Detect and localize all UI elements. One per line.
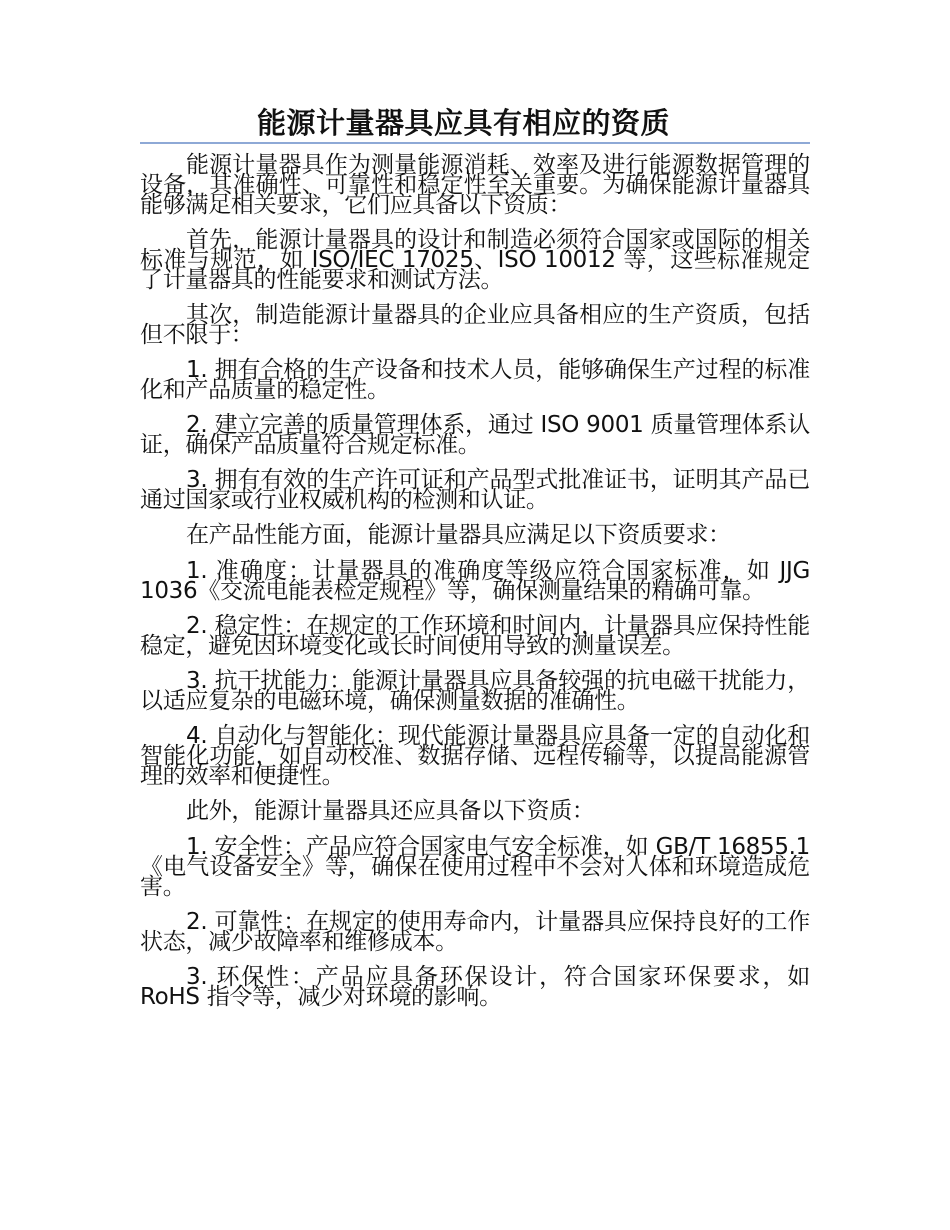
page-title: 能源计量器具应具有相应的资质 (257, 106, 671, 140)
performance-item-3: 3. 抗干扰能力：能源计量器具应具备较强的抗电磁干扰能力，以适应复杂的电磁环境，确保测量数据的准确性。 (140, 668, 810, 714)
production-qualification-paragraph: 其次，制造能源计量器具的企业应具备相应的生产资质，包括但不限于： (140, 302, 810, 348)
title-block (140, 104, 810, 144)
additional-item-3: 3. 环保性：产品应具备环保设计，符合国家环保要求，如 RoHS 指令等，减少对环境的影响。 (140, 964, 810, 1010)
production-item-3: 3. 拥有有效的生产许可证和产品型式批准证书，证明其产品已通过国家或行业权威机构的检测和认证。 (140, 467, 810, 513)
document-body (140, 152, 810, 1022)
performance-item-1: 1. 准确度：计量器具的准确度等级应符合国家标准，如 JJG 1036《交流电能表检定规程》等，确保测量结果的精确可靠。 (140, 558, 810, 604)
performance-intro: 在产品性能方面，能源计量器具应满足以下资质要求： (186, 522, 731, 548)
additional-item-2: 2. 可靠性：在规定的使用寿命内，计量器具应保持良好的工作状态，减少故障率和维修成本。 (140, 909, 810, 955)
production-item-2: 2. 建立完善的质量管理体系，通过 ISO 9001 质量管理体系认证，确保产品质量符合规定标准。 (140, 412, 810, 458)
production-item-1: 1. 拥有合格的生产设备和技术人员，能够确保生产过程的标准化和产品质量的稳定性。 (140, 357, 810, 403)
standards-paragraph: 首先，能源计量器具的设计和制造必须符合国家或国际的相关标准与规范，如 ISO/IEC 17025、ISO 10012 等，这些标准规定了计量器具的性能要求和测试方法。 (140, 227, 810, 293)
intro-paragraph: 能源计量器具作为测量能源消耗、效率及进行能源数据管理的设备，其准确性、可靠性和稳定性至关重要。为确保能源计量器具能够满足相关要求，它们应具备以下资质： (140, 152, 810, 218)
additional-intro: 此外，能源计量器具还应具备以下资质： (186, 798, 595, 824)
performance-item-2: 2. 稳定性：在规定的工作环境和时间内，计量器具应保持性能稳定，避免因环境变化或长时间使用导致的测量误差。 (140, 613, 810, 659)
additional-item-1: 1. 安全性：产品应符合国家电气安全标准，如 GB/T 16855.1《电气设备安全》等，确保在使用过程中不会对人体和环境造成危害。 (140, 834, 810, 900)
performance-item-4: 4. 自动化与智能化：现代能源计量器具应具备一定的自动化和智能化功能，如自动校准、数据存储、远程传输等，以提高能源管理的效率和便捷性。 (140, 723, 810, 789)
